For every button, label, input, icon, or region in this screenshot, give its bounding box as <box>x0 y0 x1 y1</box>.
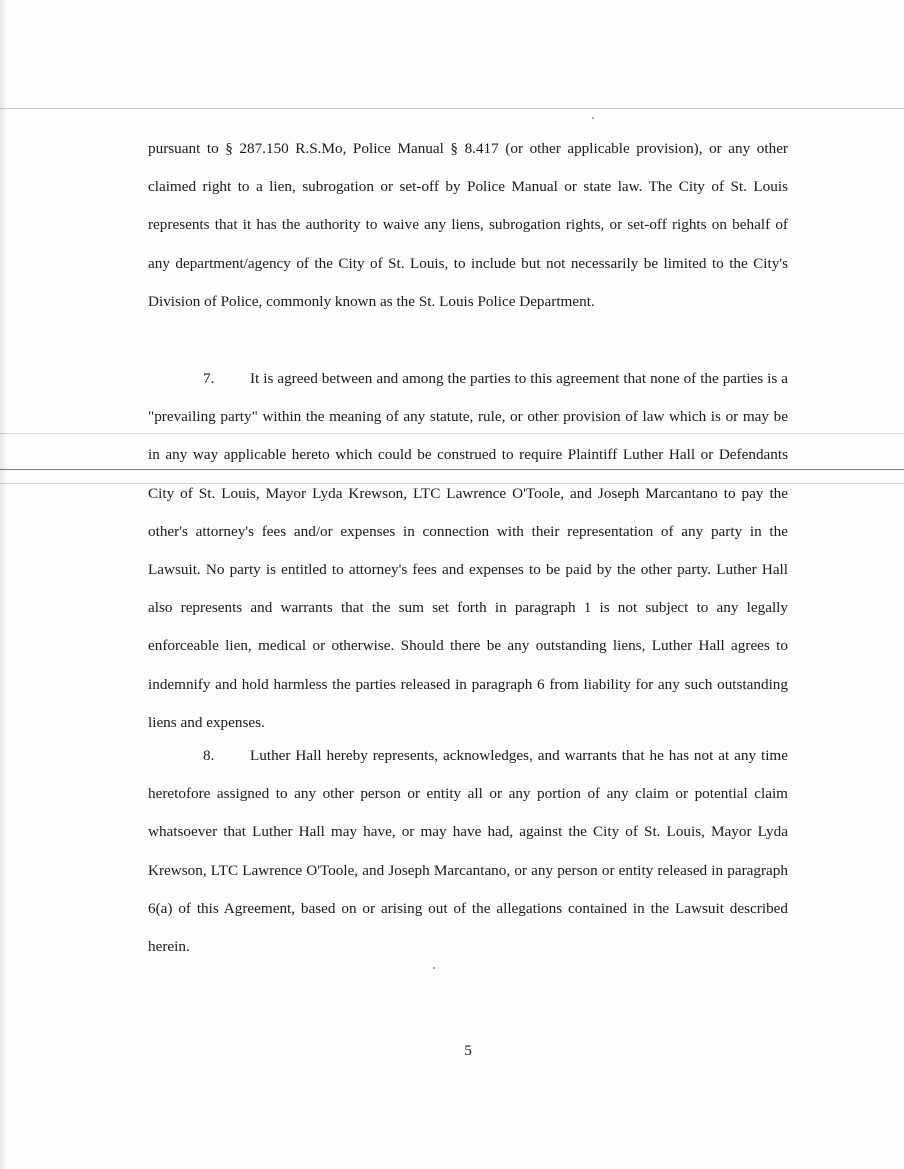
paragraph-number: 8. <box>203 747 215 764</box>
paragraph-text: It is agreed between and among the parties to this agreement that none of the parties is a "prevailing party" within the meaning of any statute, rule, or other provision of law which is or may be in any way applicable hereto which could be construed to require Plaintiff Luther Hall or Defendants City of St. Louis, Mayor Lyda Krewson, LTC Lawrence O'Toole, and Joseph Marcantano to pay the other's attorney's fees and/or expenses in connection with their representation of any party in the Lawsuit. No party is entitled to attorney's fees and expenses to be paid by the other party. Luther Hall also represents and warrants that the sum set forth in paragraph 1 is not subject to any legally enforceable lien, medical or otherwise. Should there be any outstanding liens, Luther Hall agrees to indemnify and hold harmless the parties released in paragraph 6 from liability for any such outstanding liens and expenses. <box>148 370 788 731</box>
paragraph-number: 7. <box>203 370 215 387</box>
scan-speck <box>433 967 435 969</box>
page-number: 5 <box>464 1042 472 1059</box>
paragraph-7 <box>148 360 788 742</box>
paragraph-text: Luther Hall hereby represents, acknowledges, and warrants that he has not at any time heretofore assigned to any other person or entity all or any portion of any claim or potential claim whatsoever that Luther Hall may have, or may have had, against the City of St. Louis, Mayor Lyda Krewson, LTC Lawrence O'Toole, and Joseph Marcantano, or any person or entity released in paragraph 6(a) of this Agreement, based on or arising out of the allegations contained in the Lawsuit described herein. <box>148 747 788 956</box>
scan-speck <box>592 117 594 119</box>
paragraph-text: pursuant to § 287.150 R.S.Mo, Police Manual § 8.417 (or other applicable provision), or any other claimed right to a lien, subrogation or set-off by Police Manual or state law. The City of St. Louis represents that it has the authority to waive any liens, subrogation rights, or set-off rights on behalf of any department/agency of the City of St. Louis, to include but not necessarily be limited to the City's Division of Police, commonly known as the St. Louis Police Department. <box>148 140 788 310</box>
scan-edge-shadow <box>0 0 8 1169</box>
paragraph-8 <box>148 737 788 966</box>
scan-artifact-line <box>0 108 904 109</box>
carryover-paragraph <box>148 130 788 321</box>
